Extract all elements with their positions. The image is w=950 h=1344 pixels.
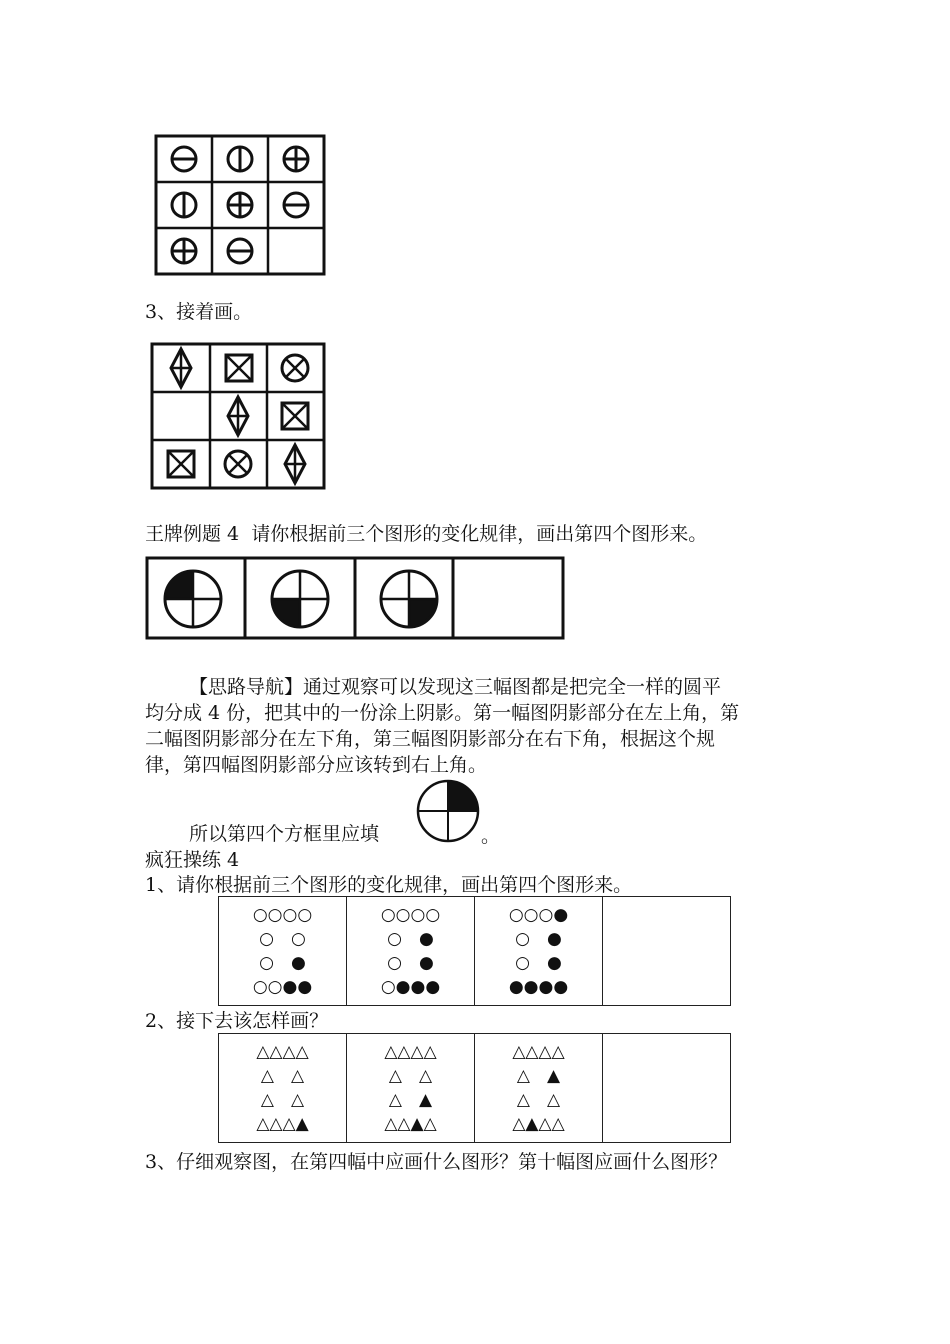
circle-plus-icon [172,239,196,263]
quarter-circle-strip [145,553,567,643]
circle-minus-icon [284,193,308,217]
pattern-row: △△△△ [512,1042,565,1062]
pattern-row: ○ ● [515,953,562,973]
pattern-row: △ ▲ [388,1090,433,1110]
pattern-row: ●●●● [508,977,569,997]
analysis-line-4: 律，第四幅图阴影部分应该转到右上角。 [145,754,488,776]
pattern-cell [219,1034,347,1143]
pattern-row: ○○●● [252,977,313,997]
pattern-row: △ △ [388,1066,433,1086]
triangle-pattern-table [218,1033,731,1143]
circle-symbol-grid [152,132,342,280]
pattern-row: ○○○○ [380,905,441,925]
pattern-row: ○●●● [380,977,441,997]
pattern-row: ○ ○ [259,929,306,949]
circle-minus-icon [228,239,252,263]
analysis-line-3: 二幅图阴影部分在左下角，第三幅图阴影部分在右下角，根据这个规 [145,728,716,750]
diamond-cross-icon [171,349,191,387]
pattern-row: △△△△ [256,1042,309,1062]
question-1: 1、请你根据前三个图形的变化规律，画出第四个图形来。 [145,874,633,896]
pattern-row: ○○○● [508,905,569,925]
example4-heading [145,521,707,547]
boxed-x-icon [168,451,194,477]
circle-x-icon [225,451,251,477]
pattern-row: △△△▲ [256,1114,309,1134]
circle-minus-icon [172,147,196,171]
pattern-row: △▲△△ [512,1114,565,1134]
analysis-line-1: 【思路导航】通过观察可以发现这三幅图都是把完全一样的圆平 [189,676,722,698]
pattern-cell [219,897,347,1006]
pattern-row: △ △ [516,1090,561,1110]
answer-prefix: 所以第四个方框里应填 [189,823,380,845]
example4-label: 王牌例题 4 [145,523,240,545]
quarter-circle-bottom-right-icon [381,571,437,627]
pattern-row: △ ▲ [516,1066,561,1086]
pattern-cell [347,897,475,1006]
pattern-cell [347,1034,475,1143]
pattern-cell [475,897,603,1006]
quarter-circle-top-right-icon [415,778,481,844]
answer-cell[interactable] [603,1034,731,1143]
example4-question: 请你根据前三个图形的变化规律，画出第四个图形来。 [251,523,708,545]
analysis-paragraph [145,674,815,778]
pattern-row: △△▲△ [384,1114,437,1134]
quarter-circle-top-left-icon [165,571,221,627]
circle-bar-icon [228,147,252,171]
circle-x-icon [282,355,308,381]
quarter-circle-bottom-left-icon [272,571,328,627]
circle-pattern-table [218,896,731,1006]
practice-title: 疯狂操练 4 [145,849,240,871]
analysis-line-2: 均分成 4 份，把其中的一份涂上阴影。第一幅图阴影部分在左上角，第 [145,702,740,724]
diamond-cross-icon [285,445,305,483]
answer-cell[interactable] [603,897,731,1006]
pattern-cell [475,1034,603,1143]
pattern-row: ○ ● [515,929,562,949]
pattern-row: ○ ● [259,953,306,973]
question-3: 3、仔细观察图，在第四幅中应画什么图形？第十幅图应画什么图形？ [145,1151,728,1173]
pattern-row: △△△△ [384,1042,437,1062]
boxed-x-icon [282,403,308,429]
pattern-row: ○ ● [387,929,434,949]
pattern-row: △ △ [260,1066,305,1086]
answer-suffix: 。 [481,825,501,847]
pattern-row: ○○○○ [252,905,313,925]
shape-pattern-grid [148,340,330,492]
pattern-row: ○ ● [387,953,434,973]
circle-bar-icon [172,193,196,217]
diamond-cross-icon [228,397,248,435]
circle-plus-icon [228,193,252,217]
question-2: 2、接下去该怎样画？ [145,1010,329,1032]
section3-label: 3、接着画。 [145,301,253,323]
pattern-row: △ △ [260,1090,305,1110]
boxed-x-icon [226,355,252,381]
circle-plus-icon [284,147,308,171]
